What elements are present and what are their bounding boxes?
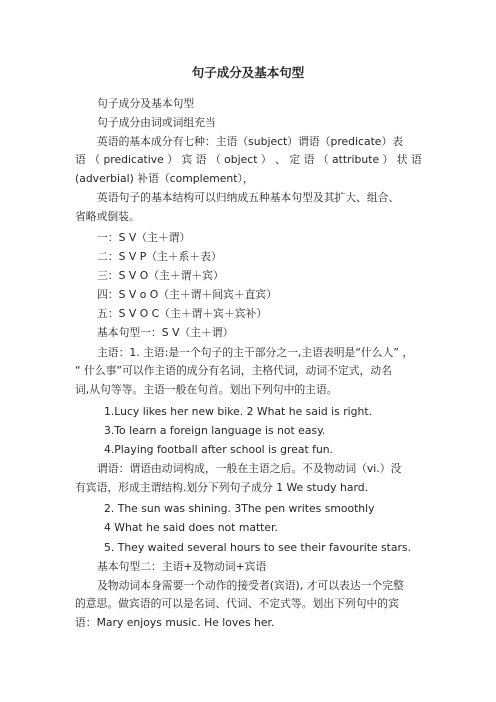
text-line: 1.Lucy likes her new bike. 2 What he said is right. — [104, 405, 373, 418]
text-line: 语 （ predicative ） 宾 语 （ object ） 、 定 语 （ attribute ） 状 语 — [75, 153, 422, 166]
text-line: 语：Mary enjoys music. He loves her. — [75, 616, 275, 629]
document-title: 句子成分及基本句型 — [191, 65, 305, 80]
text-line: (adverbial) 补语（complement）， — [75, 172, 254, 185]
text-line: 五：S V O C（主＋谓＋宾＋宾补） — [97, 307, 268, 320]
text-line: 3.To learn a foreign language is not easy. — [104, 424, 326, 437]
text-line: 基本句型一：S V（主＋谓） — [97, 326, 234, 339]
text-line: 有宾语，形成主谓结构.划分下列句子成分 1 We study hard. — [75, 481, 368, 494]
text-line: “ 什么事”可以作主语的成分有名词，主格代词，动词不定式，动名 — [75, 364, 392, 377]
text-line: 主语：1. 主语:是一个句子的主干部分之一,主语表明是“什么人” ， — [97, 346, 414, 359]
text-line: 省略或倒装。 — [75, 210, 140, 223]
text-line: 三：S V O（主＋谓＋宾） — [97, 269, 224, 282]
text-line: 基本句型二：主语+及物动词+宾语 — [97, 560, 267, 573]
text-line: 二：S V P（主＋系＋表） — [97, 250, 222, 263]
text-line: 英语句子的基本结构可以归纳成五种基本句型及其扩大、组合、 — [97, 191, 400, 204]
text-line: 4.Playing football after school is great fun. — [104, 443, 334, 456]
text-line: 5. They waited several hours to see their favourite stars. — [104, 541, 411, 554]
text-line: 及物动词本身需要一个动作的接受者(宾语), 才可以表达一个完整 — [97, 579, 404, 592]
text-line: 句子成分由词或词组充当 — [97, 116, 216, 129]
text-line: 四：S V o O（主＋谓＋间宾＋直宾） — [97, 288, 277, 301]
text-line: 词,从句等等。主语一般在句首。划出下列句中的主语。 — [75, 383, 338, 396]
text-line: 2. The sun was shining. 3The pen writes smoothly — [104, 502, 375, 515]
text-line: 一：S V（主＋谓） — [97, 231, 191, 244]
text-line: 4 What he said does not matter. — [104, 521, 278, 534]
text-line: 句子成分及基本句型 — [97, 97, 195, 110]
text-line: 谓语：谓语由动词构成，一般在主语之后。不及物动词（vi.）没 — [97, 462, 402, 475]
text-line: 英语的基本成分有七种：主语（subject）谓语（predicate）表 — [97, 135, 404, 148]
text-line: 的意思。做宾语的可以是名词、代词、不定式等。划出下列句中的宾 — [75, 597, 399, 610]
